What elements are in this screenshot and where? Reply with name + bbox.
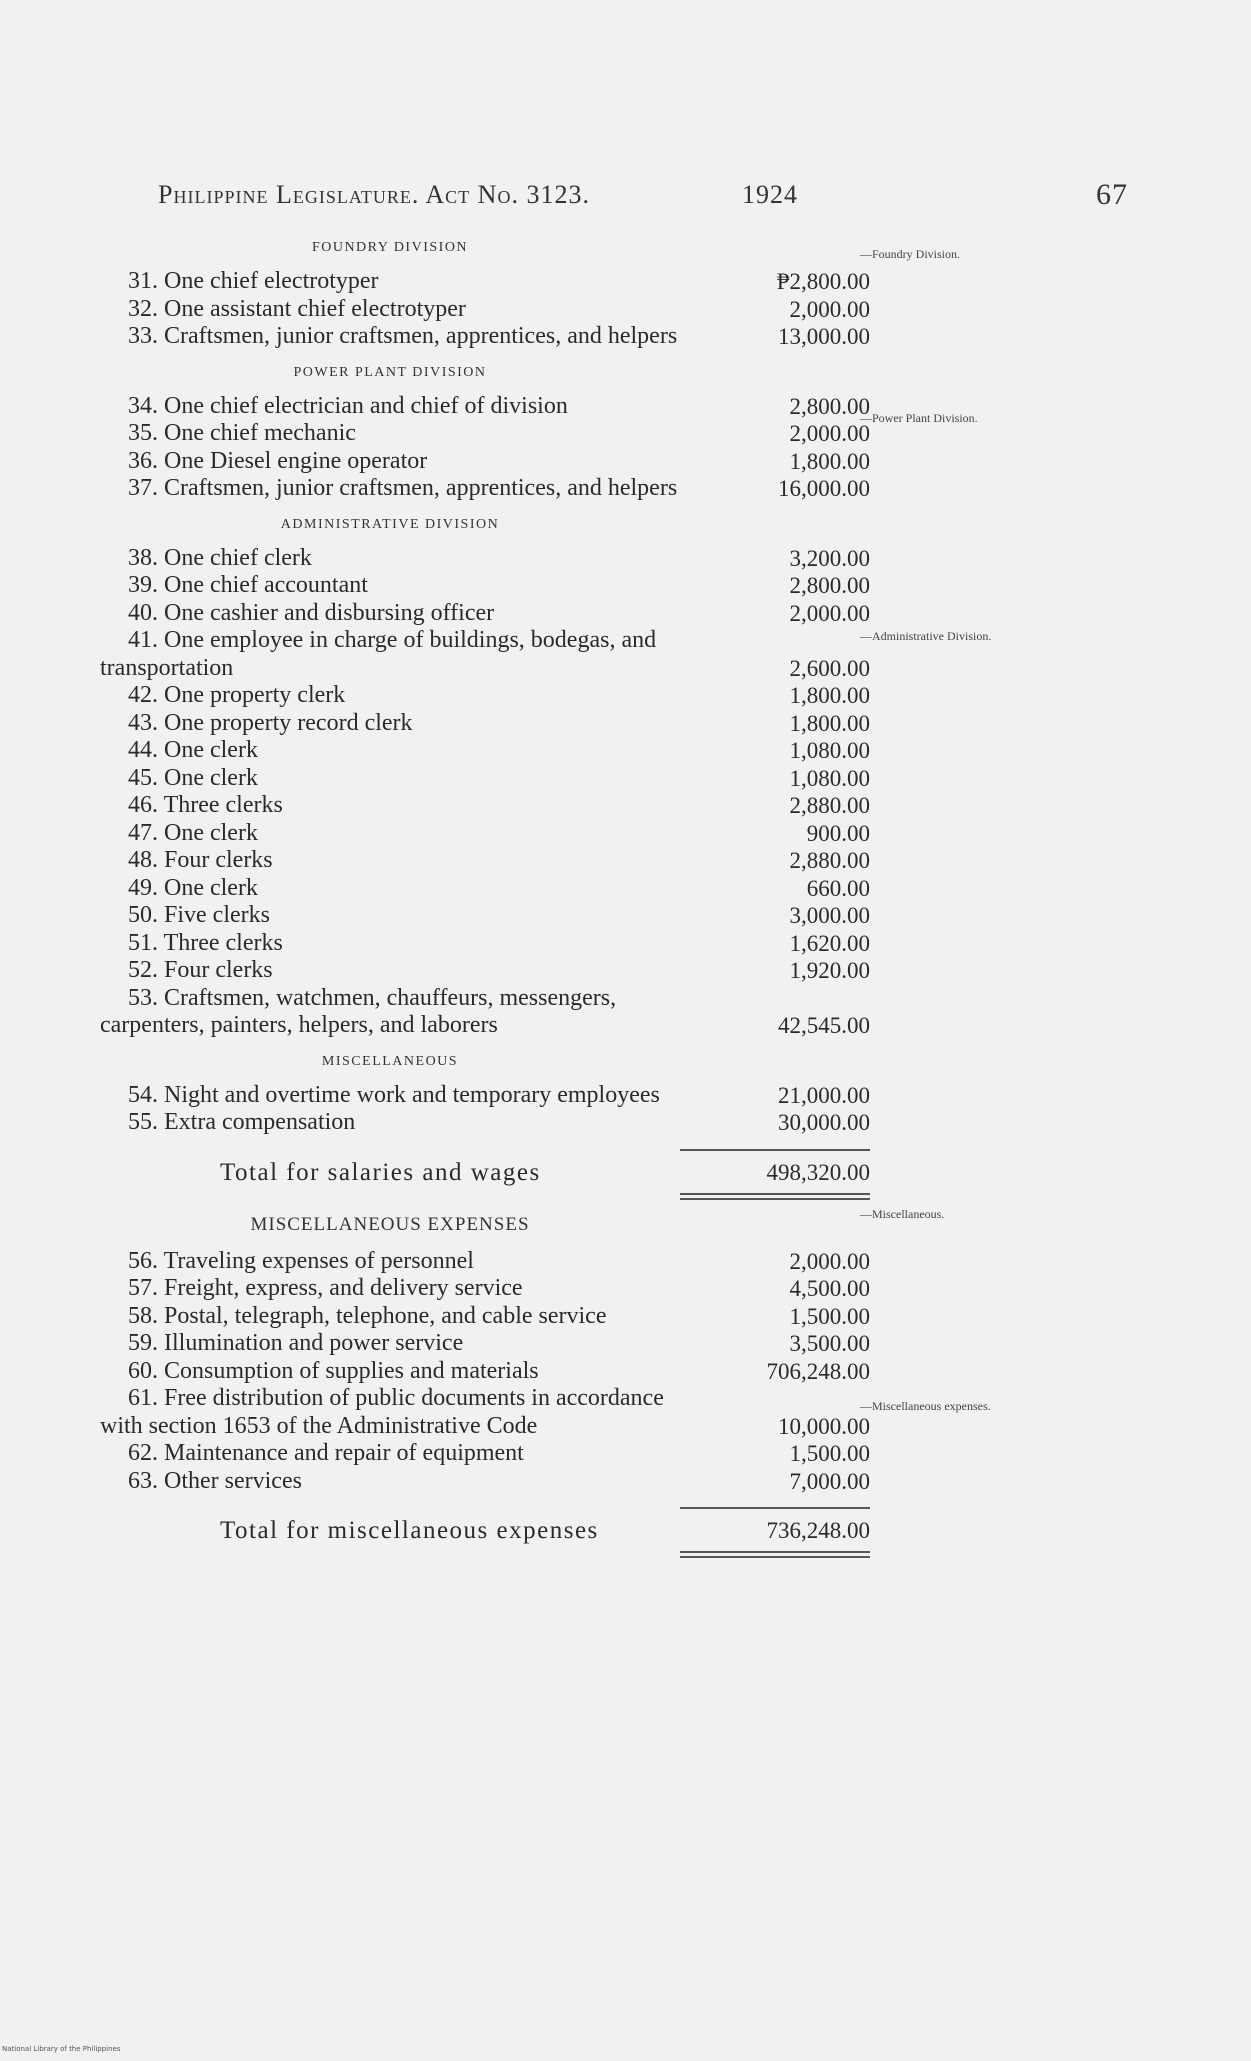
line-item-text: 59. Illumination and power service — [128, 1330, 464, 1356]
line-item-amount: 3,000.00 — [789, 903, 870, 928]
page-header — [158, 180, 1128, 230]
line-item-text: 35. One chief mechanic — [128, 420, 356, 446]
line-item-text: 47. One clerk — [128, 819, 258, 846]
line-item — [100, 295, 870, 324]
appropriation-list — [100, 240, 992, 1558]
line-item — [100, 902, 870, 930]
line-item — [100, 847, 870, 875]
line-item-text: 60. Consumption of supplies and materials — [128, 1357, 539, 1384]
line-item-amount: 706,248.00 — [766, 1358, 870, 1384]
line-item-amount: 900.00 — [806, 820, 870, 846]
line-item — [100, 1385, 870, 1440]
line-item-amount: 2,880.00 — [789, 848, 870, 873]
running-year: 1924 — [742, 180, 798, 209]
line-item — [100, 1440, 870, 1468]
line-item-amount: 10,000.00 — [778, 1413, 870, 1439]
line-item-amount: 30,000.00 — [778, 1110, 870, 1135]
total-rule — [680, 1507, 870, 1509]
total-misc-expenses-amount: 736,248.00 — [766, 1518, 870, 1543]
line-item-amount: ₱2,800.00 — [776, 269, 870, 294]
line-item-amount: 21,000.00 — [778, 1082, 870, 1108]
line-item — [100, 1109, 870, 1137]
page-number: 67 — [1096, 178, 1128, 211]
line-item-amount: 1,920.00 — [789, 958, 870, 983]
line-item-amount: 13,000.00 — [778, 324, 870, 349]
line-item-text: 57. Freight, express, and delivery service — [128, 1275, 523, 1301]
line-item-text: 53. Craftsmen, watchmen, chauffeurs, messengers, carpenters, painters, helpers, and laborers — [100, 984, 617, 1038]
line-item-amount: 1,800.00 — [789, 683, 870, 708]
line-item-amount: 2,880.00 — [789, 793, 870, 818]
line-item-amount: 660.00 — [806, 875, 870, 901]
line-item-amount: 1,800.00 — [789, 710, 870, 736]
misc-expenses-items — [100, 1248, 900, 1496]
line-item — [100, 1467, 870, 1496]
line-item-text: 33. Craftsmen, junior craftsmen, apprentices, and helpers — [128, 323, 678, 349]
line-item-text: 44. One clerk — [128, 737, 258, 763]
administrative-items — [100, 545, 900, 1040]
line-item-amount: 1,080.00 — [789, 738, 870, 763]
running-title: Philippine Legislature. Act No. 3123. — [158, 180, 590, 209]
line-item-text: 43. One property record clerk — [128, 709, 413, 736]
line-item-text: 50. Five clerks — [128, 902, 270, 928]
line-item — [100, 1330, 870, 1358]
total-salaries-amount: 498,320.00 — [766, 1159, 870, 1185]
line-item-text: 39. One chief accountant — [128, 572, 368, 598]
line-item-amount: 2,600.00 — [789, 655, 870, 681]
section-heading-administrative: ADMINISTRATIVE DIVISION — [280, 516, 500, 532]
power-plant-items — [100, 393, 900, 503]
line-item-text: 38. One chief clerk — [128, 544, 312, 571]
line-item — [100, 819, 870, 848]
line-item-text: 54. Night and overtime work and temporary employees — [128, 1081, 660, 1108]
line-item-amount: 2,800.00 — [789, 573, 870, 598]
line-item — [100, 1275, 870, 1303]
line-item-text: 63. Other services — [128, 1467, 302, 1494]
foundry-items — [100, 268, 900, 351]
line-item-amount: 42,545.00 — [778, 1013, 870, 1038]
total-rule — [680, 1149, 870, 1151]
line-item-amount: 7,000.00 — [789, 1468, 870, 1494]
line-item-text: 34. One chief electrician and chief of division — [128, 392, 568, 419]
line-item — [100, 874, 870, 903]
line-item — [100, 392, 870, 421]
miscellaneous-items — [100, 1082, 900, 1137]
line-item-text: 41. One employee in charge of buildings, bodegas, and transportation — [100, 627, 657, 681]
line-item-text: 31. One chief electrotyper — [128, 268, 379, 294]
section-heading-miscellaneous: MISCELLANEOUS — [321, 1053, 459, 1069]
total-double-rule — [680, 1551, 870, 1558]
line-item-text: 62. Maintenance and repair of equipment — [128, 1440, 524, 1466]
line-item-amount: 3,500.00 — [789, 1331, 870, 1356]
line-item — [100, 764, 870, 793]
line-item-amount: 1,500.00 — [789, 1303, 870, 1329]
line-item-amount: 1,500.00 — [789, 1441, 870, 1466]
line-item — [100, 420, 870, 448]
line-item-text: 42. One property clerk — [128, 682, 346, 708]
margin-note-misc-expenses: —Miscellaneous expenses. — [860, 1399, 991, 1413]
line-item-amount: 3,200.00 — [789, 545, 870, 571]
line-item-text: 45. One clerk — [128, 764, 258, 791]
line-item-text: 48. Four clerks — [128, 847, 273, 873]
line-item-amount: 1,080.00 — [789, 765, 870, 791]
section-heading-misc-expenses: MISCELLANEOUS EXPENSES — [250, 1213, 530, 1235]
margin-note-administrative: —Administrative Division. — [860, 629, 992, 643]
line-item-text: 55. Extra compensation — [128, 1109, 356, 1135]
line-item — [100, 957, 870, 985]
line-item-text: 37. Craftsmen, junior craftsmen, apprentices, and helpers — [128, 475, 678, 501]
line-item — [100, 268, 870, 296]
archive-credit: National Library of the Philippines — [2, 2045, 121, 2053]
section-heading-power-plant: POWER PLANT DIVISION — [293, 364, 487, 380]
line-item — [100, 792, 870, 820]
line-item — [100, 1357, 870, 1386]
margin-note-miscellaneous: —Miscellaneous. — [860, 1207, 945, 1221]
line-item — [100, 572, 870, 600]
line-item-amount: 1,620.00 — [789, 930, 870, 956]
total-misc-expenses-row — [100, 1515, 870, 1547]
total-double-rule — [680, 1193, 870, 1200]
line-item — [100, 1247, 870, 1276]
line-item-amount: 16,000.00 — [778, 476, 870, 501]
margin-note-power-plant: —Power Plant Division. — [860, 411, 978, 425]
total-salaries-row — [100, 1157, 870, 1189]
line-item — [100, 599, 870, 628]
line-item — [100, 1302, 870, 1331]
line-item — [100, 323, 870, 351]
line-item — [100, 709, 870, 738]
line-item — [100, 544, 870, 573]
total-salaries-label: Total for salaries and wages — [220, 1158, 541, 1186]
line-item — [100, 737, 870, 765]
line-item — [100, 447, 870, 476]
line-item-text: 61. Free distribution of public documents in accordance with section 1653 of the Administrative Code — [100, 1385, 664, 1439]
line-item-text: 51. Three clerks — [128, 929, 283, 956]
line-item-text: 32. One assistant chief electrotyper — [128, 295, 466, 322]
line-item-text: 49. One clerk — [128, 874, 258, 901]
line-item — [100, 682, 870, 710]
line-item — [100, 929, 870, 958]
line-item — [100, 1081, 870, 1110]
line-item-text: 58. Postal, telegraph, telephone, and cable service — [128, 1302, 607, 1329]
line-item-text: 52. Four clerks — [128, 957, 273, 983]
section-heading-foundry: FOUNDRY DIVISION — [311, 240, 469, 255]
margin-note-foundry: —Foundry Division. — [860, 247, 961, 261]
line-item-text: 36. One Diesel engine operator — [128, 447, 428, 474]
line-item-amount: 2,000.00 — [789, 1248, 870, 1274]
line-item-amount: 4,500.00 — [789, 1276, 870, 1301]
line-item-text: 56. Traveling expenses of personnel — [128, 1247, 474, 1274]
line-item-amount: 2,800.00 — [789, 393, 870, 419]
line-item — [100, 475, 870, 503]
line-item — [100, 627, 870, 682]
line-item-amount: 2,000.00 — [789, 421, 870, 446]
total-misc-expenses-label: Total for miscellaneous expenses — [220, 1517, 599, 1544]
line-item-amount: 2,000.00 — [789, 600, 870, 626]
line-item-amount: 2,000.00 — [789, 296, 870, 322]
line-item — [100, 984, 870, 1040]
line-item-text: 46. Three clerks — [128, 792, 283, 818]
line-item-text: 40. One cashier and disbursing officer — [128, 599, 495, 626]
line-item-amount: 1,800.00 — [789, 448, 870, 474]
